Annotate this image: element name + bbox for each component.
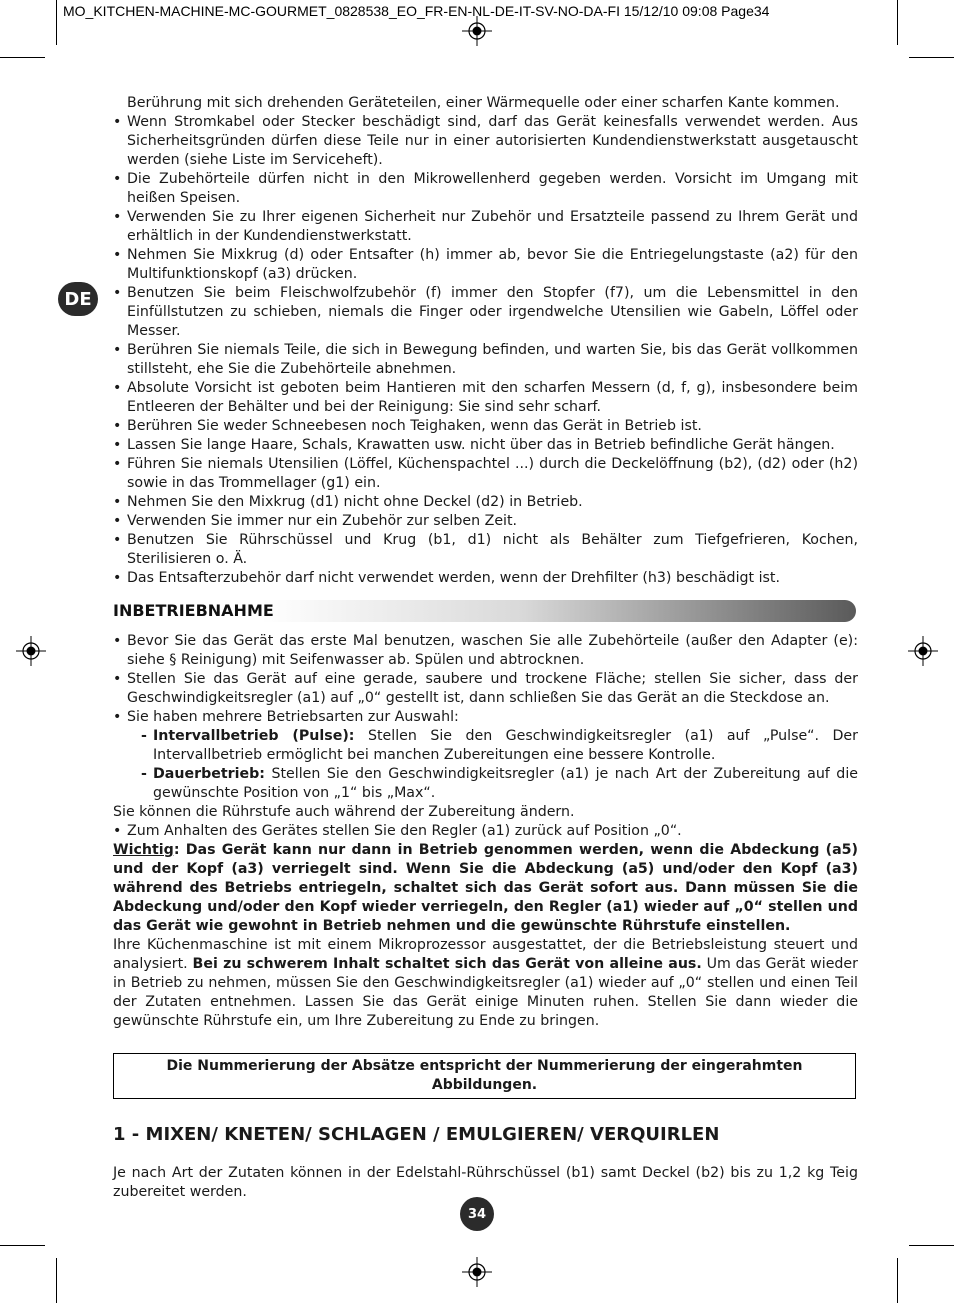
mode-text: Stellen Sie den Geschwindigkeitsregler (a1) auf „Pulse“. Der Intervallbetrieb ermöglicht bei manchen Zubereitungen eine bessere Kontrolle. [153,728,858,763]
list-item: • Zum Anhalten des Gerätes stellen Sie den Regler (a1) zurück auf Position „0“. [113,822,858,841]
crop-mark [56,1258,57,1303]
crop-mark [909,57,954,58]
list-item: • Verwenden Sie immer nur ein Zubehör zur selben Zeit. [113,512,858,531]
crop-mark [897,1258,898,1303]
important-label: Wichtig [113,842,174,858]
registration-mark-icon [462,16,492,46]
crop-mark [0,57,45,58]
list-item: • Wenn Stromkabel oder Stecker beschädigt sind, darf das Gerät keinesfalls verwendet werden. Aus Sicherheitsgründen dürfen diese Teile nur in einer autorisierten Kundendienstwerkstatt ausgetauscht werden (siehe Liste im Serviceheft). [113,113,858,170]
list-item: • Berühren Sie niemals Teile, die sich in Bewegung befinden, und warten Sie, bis das Gerät vollkommen stillsteht, ehe Sie die Zubehörteile abnehmen. [113,341,858,379]
important-note [113,841,858,936]
crop-mark [0,1245,45,1246]
language-badge: DE [58,282,98,316]
important-text: : Das Gerät kann nur dann in Betrieb genommen werden, wenn die Abdeckung (a5) und der Kopf (a3) verriegelt sind. Wenn Sie die Abdeckung (a5) und/oder den Kopf (a3) während des Betriebs entriegeln, schaltet sich das Gerät sofort aus. Dann müssen Sie die Abdeckung und/oder den Kopf wieder verriegeln, den Regler (a1) wieder auf „0“ stellen und das Gerät wie gewohnt in Betrieb nehmen und die gewünschte Rührstufe einstellen. [113,842,858,934]
mode-list [113,727,858,803]
list-item: • Bevor Sie das Gerät das erste Mal benutzen, waschen Sie alle Zubehörteile (außer den Adapter (e): siehe § Reinigung) mit Seifenwasser ab. Spülen und abtrocknen. [113,632,858,670]
intro-continuation: Berührung mit sich drehenden Geräteteilen, einer Wärmequelle oder einer scharfen Kante kommen. [127,95,840,111]
mode-item [141,727,858,765]
crop-mark [56,0,57,45]
list-item: • Nehmen Sie Mixkrug (d) oder Entsafter (h) immer ab, bevor Sie die Entriegelungstaste (a2) für den Multifunktionskopf (a3) drücken. [113,246,858,284]
list-item: • Absolute Vorsicht ist geboten beim Hantieren mit den scharfen Messern (d, f, g), insbesondere beim Entleeren der Behälter und bei der Reinigung: Sie sind sehr scharf. [113,379,858,417]
microprocessor-text: Ihre Küchenmaschine ist mit einem Mikroprozessor ausgestattet, der die Betriebsleistung steuert und analysiert. [113,937,858,972]
safety-list [113,113,858,588]
setup-list [113,632,858,727]
registration-mark-icon [16,636,46,666]
stop-list [113,822,858,841]
list-item: • Berühren Sie weder Schneebesen noch Teighaken, wenn das Gerät in Betrieb ist. [113,417,858,436]
registration-mark-icon [462,1257,492,1287]
mode-item [141,765,858,803]
crop-mark [909,1245,954,1246]
mode-text: Stellen Sie den Geschwindigkeitsregler (a1) je nach Art der Zubereitung auf die gewünschte Position von „1“ bis „Max“. [153,766,858,801]
crop-mark [897,0,898,45]
list-item: • Stellen Sie das Gerät auf eine gerade, saubere und trockene Fläche; stellen Sie sicher, dass der Geschwindigkeitsregler (a1) auf „0“ gestellt ist, dann schließen Sie das Gerät an die Steckdose an. [113,670,858,708]
mode-label: Intervallbetrieb (Pulse): [153,728,355,744]
section-heading-bar [113,600,856,622]
chapter-intro: Je nach Art der Zutaten können in der Edelstahl-Rührschüssel (b1) samt Deckel (b2) bis zu 1,2 kg Teig zubereitet werden. [113,1165,858,1200]
list-item: • Sie haben mehrere Betriebsarten zur Auswahl: [113,708,858,727]
microprocessor-paragraph [113,936,858,1031]
section-title: INBETRIEBNAHME [113,601,274,620]
list-item: • Die Zubehörteile dürfen nicht in den Mikrowellenherd gegeben werden. Vorsicht im Umgang mit heißen Speisen. [113,170,858,208]
list-item: • Benutzen Sie beim Fleischwolfzubehör (f) immer den Stopfer (f7), um die Lebensmittel in den Einfüllstutzen zu schieben, niemals die Finger oder irgendwelche Utensilien wie Gabeln, Löffel oder Messer. [113,284,858,341]
numbering-note-box: Die Nummerierung der Absätze entspricht der Nummerierung der eingerahmten Abbildungen. [113,1053,856,1099]
list-item: • Verwenden Sie zu Ihrer eigenen Sicherheit nur Zubehör und Ersatzteile passend zu Ihrem Gerät und erhältlich in der Kundendienstwerkstatt. [113,208,858,246]
list-item: • Das Entsafterzubehör darf nicht verwendet werden, wenn der Drehfilter (h3) beschädigt ist. [113,569,858,588]
chapter-title: 1 - MIXEN/ KNETEN/ SCHLAGEN / EMULGIEREN/ VERQUIRLEN [113,1124,720,1145]
page-content [113,94,858,1202]
list-item: • Nehmen Sie den Mixkrug (d1) nicht ohne Deckel (d2) in Betrieb. [113,493,858,512]
list-item: • Benutzen Sie Rührschüssel und Krug (b1, d1) nicht als Behälter zum Tiefgefrieren, Kochen, Sterilisieren o. Ä. [113,531,858,569]
registration-mark-icon [908,636,938,666]
print-slug: MO_KITCHEN-MACHINE-MC-GOURMET_0828538_EO_FR-EN-NL-DE-IT-SV-NO-DA-FI 15/12/10 09:08 Page34 [63,3,770,19]
speed-change-note: Sie können die Rührstufe auch während der Zubereitung ändern. [113,804,575,820]
page-number: 34 [460,1197,494,1231]
microprocessor-bold: Bei zu schwerem Inhalt schaltet sich das Gerät von alleine aus. [192,956,702,972]
microprocessor-text-2: Um das Gerät wieder in Betrieb zu nehmen, müssen Sie den Geschwindigkeitsregler (a1) wieder auf „0“ stellen und einen Teil der Zutaten entnehmen. Lassen Sie das Gerät einige Minuten ruhen. Stellen Sie dann wieder die gewünschte Rührstufe ein, um Ihre Zubereitung zu Ende zu bringen. [113,956,858,1029]
list-item: • Lassen Sie lange Haare, Schals, Krawatten usw. nicht über das in Betrieb befindliche Gerät hängen. [113,436,858,455]
mode-label: Dauerbetrieb: [153,766,265,782]
list-item: • Führen Sie niemals Utensilien (Löffel, Küchenspachtel ...) durch die Deckelöffnung (b2), (d2) oder (h2) sowie in das Trommellager (g1) ein. [113,455,858,493]
